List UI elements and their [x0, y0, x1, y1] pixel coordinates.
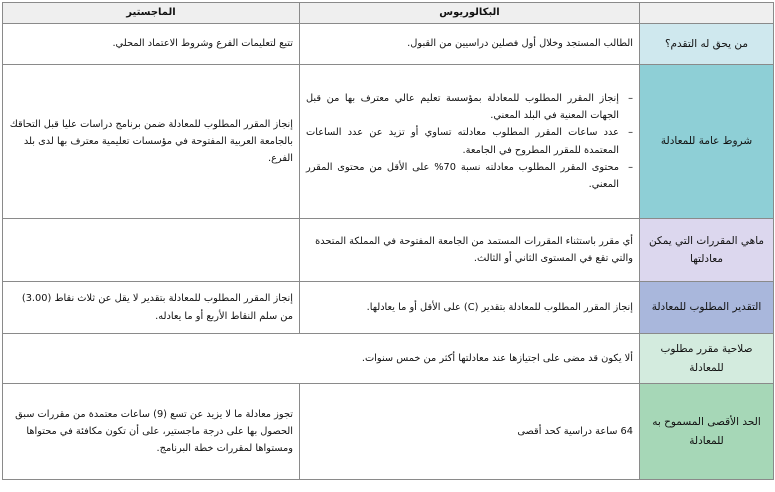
row-label-max-allowed: الحد الأقصى المسموح به للمعادلة: [640, 384, 774, 480]
table-row: [3, 334, 774, 384]
master-cell: إنجاز المقرر المطلوب للمعادلة ضمن برنامج دراسات عليا قبل التحاقك بالجامعة العربية المفتوحة في مؤسسات تعليمية معترف بها لدى بلد الفرع.: [3, 65, 300, 219]
list-item: – إنجاز المقرر المطلوب للمعادلة بمؤسسة تعليم عالي معترف بها من قبل الجهات المعنية في البلد المعني.: [306, 90, 633, 124]
row-label-who-can-apply: من يحق له التقدم؟: [640, 24, 774, 65]
list-item: – محتوى المقرر المطلوب معادلته نسبة 70% على الأقل من محتوى المقرر المعني.: [306, 159, 633, 193]
header-row: [3, 3, 774, 24]
master-cell: تجوز معادلة ما لا يزيد عن تسع (9) ساعات معتمدة من مقررات سبق الحصول بها على درجة ماجستير، على أن تكون مكافئة في محتواها ومستواها لمقررات خطة البرنامج.: [3, 384, 300, 480]
master-cell: تتبع لتعليمات الفرع وشروط الاعتماد المحلي.: [3, 24, 300, 65]
table-row: [3, 24, 774, 65]
row-label-eligible-courses: ماهي المقررات التي يمكن معادلتها: [640, 219, 774, 282]
master-cell: إنجاز المقرر المطلوب للمعادلة بتقدير لا يقل عن ثلاث نقاط (3.00) من سلم النقاط الأربع أو ما يعادله.: [3, 282, 300, 334]
row-label-course-validity: صلاحية مقرر مطلوب للمعادلة: [640, 334, 774, 384]
row-label-general-conditions: شروط عامة للمعادلة: [640, 65, 774, 219]
row-label-required-grade: التقدير المطلوب للمعادلة: [640, 282, 774, 334]
master-cell: [3, 219, 300, 282]
table-row: [3, 65, 774, 219]
master-column-header: الماجستير: [3, 3, 300, 24]
list-item: – عدد ساعات المقرر المطلوب معادلته تساوي أو تزيد عن عدد الساعات المعتمدة للمقرر المطروح في الجامعة.: [306, 124, 633, 158]
shared-cell: ألا يكون قد مضى على اجتيازها عند معادلتها أكثر من خمس سنوات.: [3, 334, 640, 384]
bachelor-cell: أي مقرر باستثناء المقررات المستمد من الجامعة المفتوحة في المملكة المتحدة والتي تقع في المستوى الثاني أو الثالث.: [300, 219, 640, 282]
table-row: [3, 282, 774, 334]
bachelor-cell: 64 ساعة دراسية كحد أقصى: [300, 384, 640, 480]
table-row: [3, 219, 774, 282]
bachelor-cell: إنجاز المقرر المطلوب للمعادلة بتقدير (C) على الأقل أو ما يعادلها.: [300, 282, 640, 334]
table-row: [3, 384, 774, 480]
equivalency-table: [2, 2, 774, 480]
corner-cell: [640, 3, 774, 24]
bachelor-cell: الطالب المستجد وخلال أول فصلين دراسيين من القبول.: [300, 24, 640, 65]
conditions-list: [306, 90, 633, 193]
bachelor-column-header: البكالوريوس: [300, 3, 640, 24]
bachelor-cell: [300, 65, 640, 219]
